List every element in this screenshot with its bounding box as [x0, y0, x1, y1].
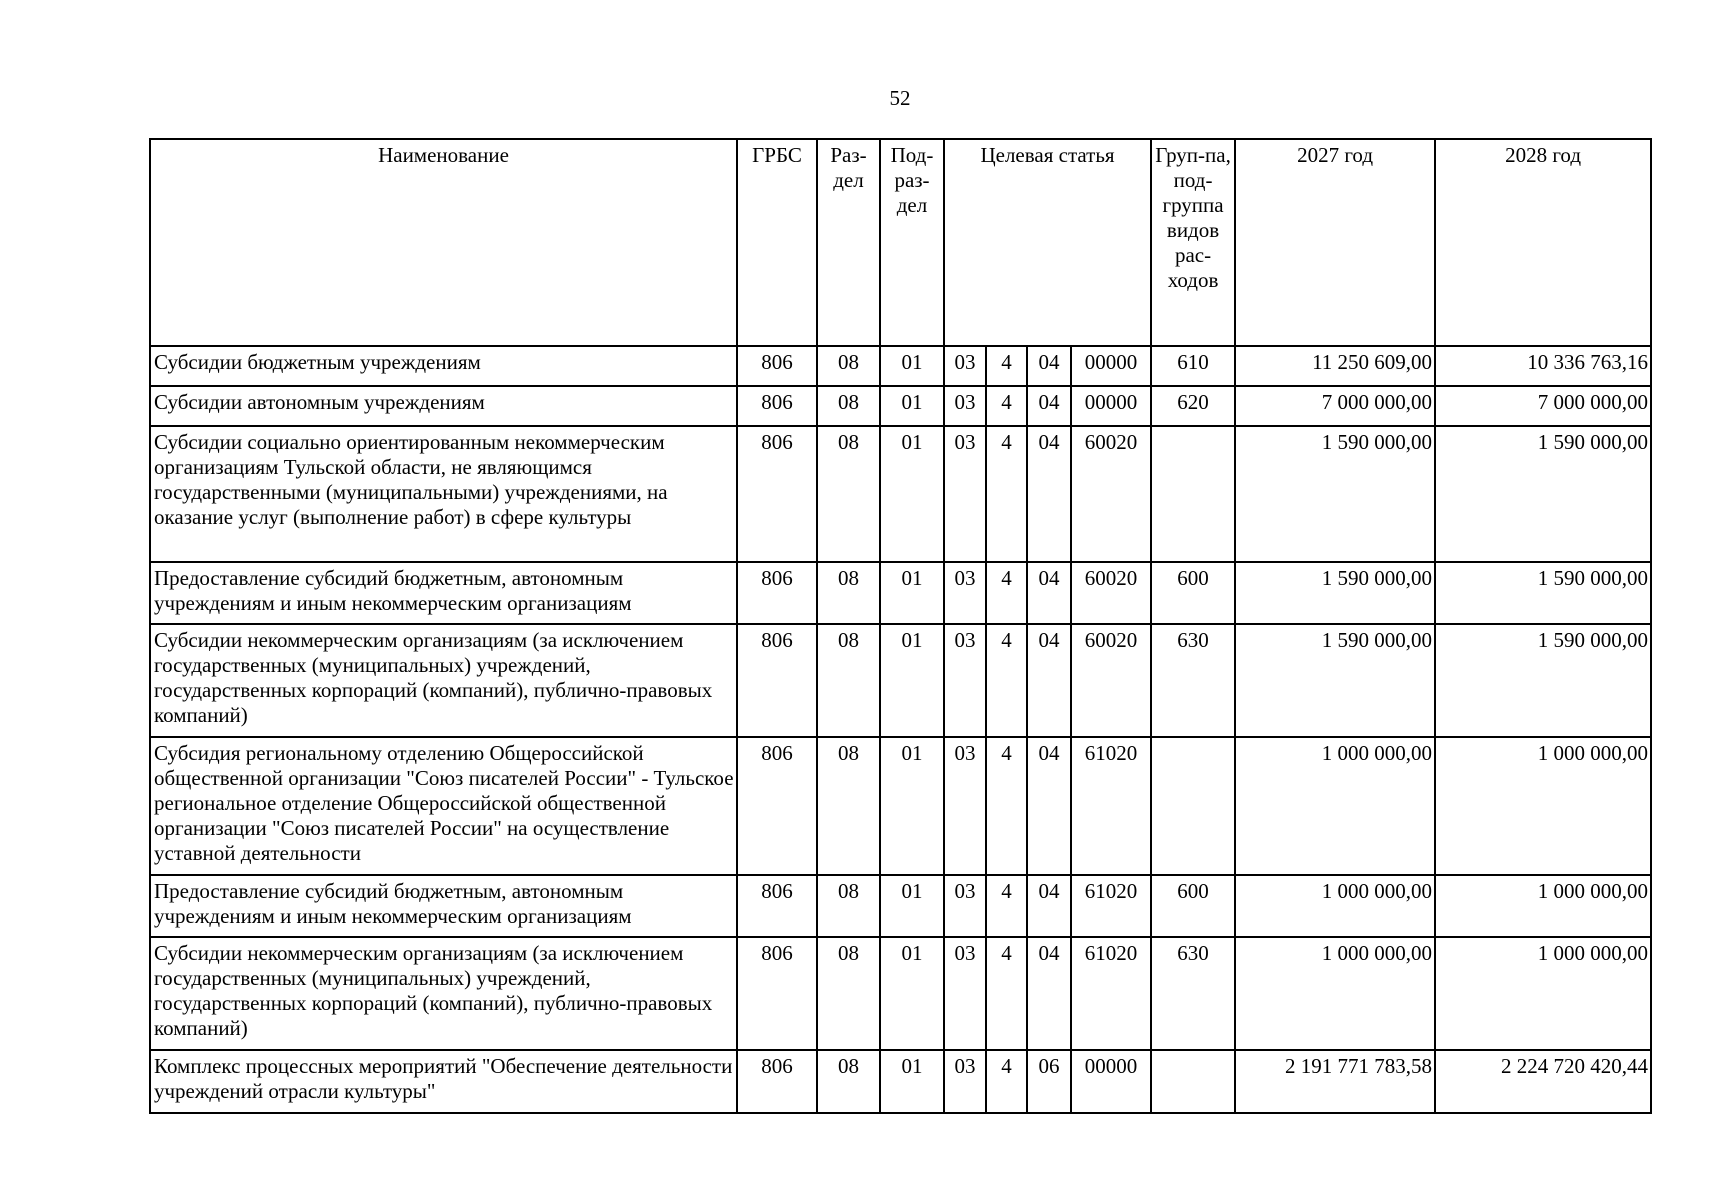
cell-subsection: 01	[880, 937, 944, 1050]
cell-target-type: 4	[986, 624, 1027, 737]
cell-amount-2028: 10 336 763,16	[1435, 346, 1651, 386]
cell-amount-2027: 7 000 000,00	[1235, 386, 1435, 426]
cell-target-direction: 60020	[1071, 426, 1151, 562]
cell-subsection: 01	[880, 1050, 944, 1113]
cell-name: Субсидии автономным учреждениям	[150, 386, 737, 426]
cell-target-direction: 60020	[1071, 562, 1151, 624]
cell-section: 08	[817, 346, 880, 386]
table-row	[150, 426, 1651, 562]
cell-name: Предоставление субсидий бюджетным, автономным учреждениям и иным некоммерческим организациям	[150, 562, 737, 624]
cell-target-type: 4	[986, 737, 1027, 875]
cell-target-direction: 00000	[1071, 386, 1151, 426]
page-number: 52	[889, 86, 911, 110]
cell-section: 08	[817, 1050, 880, 1113]
cell-target-program: 03	[944, 624, 986, 737]
cell-grbs: 806	[737, 1050, 817, 1113]
cell-target-subprogram: 04	[1027, 562, 1071, 624]
cell-name: Предоставление субсидий бюджетным, автономным учреждениям и иным некоммерческим организациям	[150, 875, 737, 937]
cell-amount-2028: 1 590 000,00	[1435, 426, 1651, 562]
cell-amount-2027: 1 590 000,00	[1235, 426, 1435, 562]
cell-section: 08	[817, 624, 880, 737]
cell-name: Субсидии бюджетным учреждениям	[150, 346, 737, 386]
cell-target-subprogram: 06	[1027, 1050, 1071, 1113]
cell-expense-group	[1151, 426, 1235, 562]
cell-target-program: 03	[944, 562, 986, 624]
cell-target-subprogram: 04	[1027, 386, 1071, 426]
cell-expense-group	[1151, 1050, 1235, 1113]
cell-amount-2028: 1 000 000,00	[1435, 875, 1651, 937]
table-row	[150, 875, 1651, 937]
cell-grbs: 806	[737, 426, 817, 562]
cell-section: 08	[817, 386, 880, 426]
cell-target-direction: 61020	[1071, 875, 1151, 937]
cell-grbs: 806	[737, 875, 817, 937]
cell-subsection: 01	[880, 346, 944, 386]
cell-expense-group	[1151, 737, 1235, 875]
table-row	[150, 737, 1651, 875]
cell-amount-2027: 2 191 771 783,58	[1235, 1050, 1435, 1113]
table-row	[150, 937, 1651, 1050]
header-name: Наименование	[150, 139, 737, 346]
cell-subsection: 01	[880, 624, 944, 737]
cell-target-type: 4	[986, 562, 1027, 624]
cell-target-direction: 00000	[1071, 346, 1151, 386]
cell-amount-2028: 1 000 000,00	[1435, 737, 1651, 875]
cell-target-subprogram: 04	[1027, 875, 1071, 937]
budget-table	[149, 138, 1652, 1114]
header-grbs: ГРБС	[737, 139, 817, 346]
cell-grbs: 806	[737, 624, 817, 737]
cell-target-direction: 61020	[1071, 737, 1151, 875]
cell-grbs: 806	[737, 346, 817, 386]
cell-expense-group: 600	[1151, 562, 1235, 624]
cell-amount-2027: 1 590 000,00	[1235, 624, 1435, 737]
cell-expense-group: 600	[1151, 875, 1235, 937]
cell-target-type: 4	[986, 875, 1027, 937]
cell-target-program: 03	[944, 875, 986, 937]
cell-target-type: 4	[986, 937, 1027, 1050]
cell-amount-2027: 1 590 000,00	[1235, 562, 1435, 624]
cell-expense-group: 630	[1151, 937, 1235, 1050]
header-row	[150, 139, 1651, 346]
cell-amount-2027: 1 000 000,00	[1235, 937, 1435, 1050]
cell-section: 08	[817, 875, 880, 937]
table-row	[150, 346, 1651, 386]
cell-name: Субсидии некоммерческим организациям (за исключением государственных (муниципальных) учреждений, государственных корпораций (компаний), публично-правовых компаний)	[150, 937, 737, 1050]
cell-target-type: 4	[986, 1050, 1027, 1113]
cell-grbs: 806	[737, 386, 817, 426]
cell-amount-2028: 1 000 000,00	[1435, 937, 1651, 1050]
cell-subsection: 01	[880, 426, 944, 562]
cell-target-direction: 60020	[1071, 624, 1151, 737]
cell-target-subprogram: 04	[1027, 937, 1071, 1050]
cell-target-subprogram: 04	[1027, 346, 1071, 386]
cell-target-type: 4	[986, 346, 1027, 386]
table-row	[150, 562, 1651, 624]
cell-target-type: 4	[986, 426, 1027, 562]
cell-grbs: 806	[737, 562, 817, 624]
cell-target-subprogram: 04	[1027, 426, 1071, 562]
cell-target-direction: 00000	[1071, 1050, 1151, 1113]
header-expense-group: Груп-па, под-группа видов рас-ходов	[1151, 139, 1235, 346]
cell-amount-2027: 1 000 000,00	[1235, 875, 1435, 937]
cell-name: Субсидии некоммерческим организациям (за исключением государственных (муниципальных) учреждений, государственных корпораций (компаний), публично-правовых компаний)	[150, 624, 737, 737]
cell-name: Субсидии социально ориентированным некоммерческим организациям Тульской области, не являющимся государственными (муниципальными) учреждениями, на оказание услуг (выполнение работ) в сфере культуры	[150, 426, 737, 562]
cell-expense-group: 620	[1151, 386, 1235, 426]
cell-section: 08	[817, 937, 880, 1050]
cell-target-program: 03	[944, 346, 986, 386]
cell-amount-2028: 1 590 000,00	[1435, 624, 1651, 737]
header-target-article: Целевая статья	[944, 139, 1151, 346]
cell-amount-2027: 11 250 609,00	[1235, 346, 1435, 386]
header-section: Раз-дел	[817, 139, 880, 346]
cell-target-subprogram: 04	[1027, 624, 1071, 737]
cell-expense-group: 630	[1151, 624, 1235, 737]
cell-name: Субсидия региональному отделению Общероссийской общественной организации "Союз писателей России" - Тульское региональное отделение Общероссийской общественной организации "Союз писателей России" на осуществление уставной деятельности	[150, 737, 737, 875]
cell-amount-2028: 1 590 000,00	[1435, 562, 1651, 624]
cell-amount-2028: 7 000 000,00	[1435, 386, 1651, 426]
cell-amount-2027: 1 000 000,00	[1235, 737, 1435, 875]
cell-target-program: 03	[944, 426, 986, 562]
cell-section: 08	[817, 562, 880, 624]
cell-subsection: 01	[880, 875, 944, 937]
cell-section: 08	[817, 737, 880, 875]
header-subsection: Под-раз-дел	[880, 139, 944, 346]
cell-grbs: 806	[737, 737, 817, 875]
table-row	[150, 624, 1651, 737]
cell-target-direction: 61020	[1071, 937, 1151, 1050]
cell-grbs: 806	[737, 937, 817, 1050]
header-year-2028: 2028 год	[1435, 139, 1651, 346]
cell-name: Комплекс процессных мероприятий "Обеспечение деятельности учреждений отрасли культуры"	[150, 1050, 737, 1113]
cell-expense-group: 610	[1151, 346, 1235, 386]
cell-subsection: 01	[880, 386, 944, 426]
cell-target-program: 03	[944, 937, 986, 1050]
table-body	[150, 346, 1651, 1113]
cell-target-type: 4	[986, 386, 1027, 426]
header-year-2027: 2027 год	[1235, 139, 1435, 346]
cell-target-program: 03	[944, 1050, 986, 1113]
cell-subsection: 01	[880, 737, 944, 875]
table-row	[150, 386, 1651, 426]
table-row	[150, 1050, 1651, 1113]
cell-section: 08	[817, 426, 880, 562]
cell-target-subprogram: 04	[1027, 737, 1071, 875]
cell-subsection: 01	[880, 562, 944, 624]
cell-amount-2028: 2 224 720 420,44	[1435, 1050, 1651, 1113]
cell-target-program: 03	[944, 737, 986, 875]
cell-target-program: 03	[944, 386, 986, 426]
